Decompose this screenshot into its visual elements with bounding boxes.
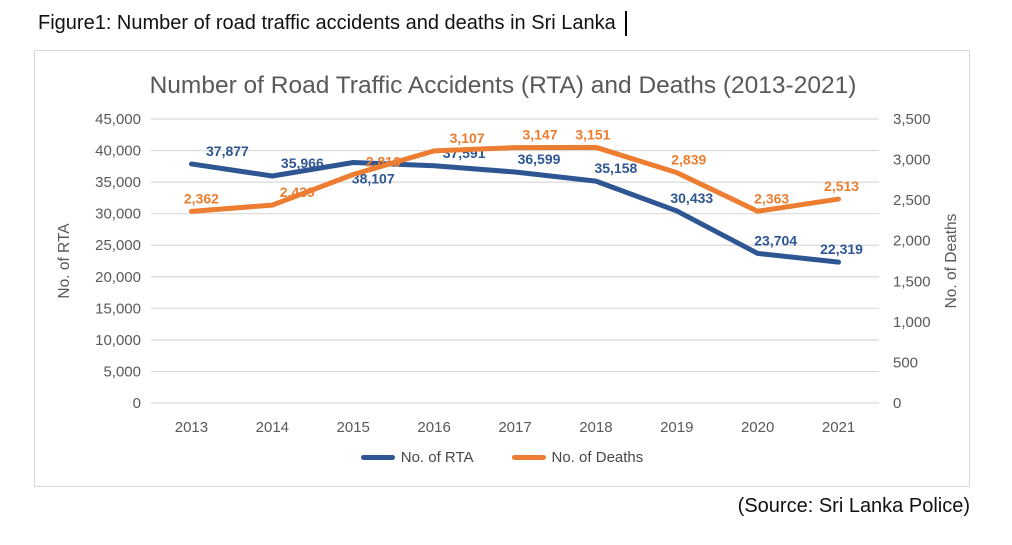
data-label: 3,107 bbox=[449, 129, 485, 146]
svg-text:10,000: 10,000 bbox=[95, 331, 141, 349]
figure-caption[interactable] bbox=[38, 11, 627, 36]
data-label: 2,363 bbox=[754, 190, 790, 207]
data-label: 36,599 bbox=[517, 151, 561, 168]
svg-text:20,000: 20,000 bbox=[95, 268, 141, 286]
data-label: 35,158 bbox=[594, 160, 638, 177]
svg-text:5,000: 5,000 bbox=[103, 363, 141, 381]
svg-text:2018: 2018 bbox=[579, 419, 613, 436]
svg-text:2021: 2021 bbox=[821, 419, 856, 436]
svg-text:3,500: 3,500 bbox=[893, 111, 931, 128]
svg-text:2020: 2020 bbox=[740, 419, 775, 436]
svg-text:35,000: 35,000 bbox=[95, 174, 141, 192]
legend-swatch-deaths bbox=[512, 455, 546, 460]
data-label: 37,877 bbox=[206, 142, 249, 159]
data-label: 3,151 bbox=[575, 126, 611, 143]
data-label: 2,513 bbox=[824, 178, 860, 195]
text-cursor bbox=[625, 11, 627, 36]
legend-swatch-rta bbox=[361, 455, 395, 460]
svg-text:30,000: 30,000 bbox=[95, 205, 141, 223]
legend-label-deaths: No. of Deaths bbox=[551, 449, 644, 466]
svg-text:1,500: 1,500 bbox=[893, 273, 931, 291]
svg-text:45,000: 45,000 bbox=[95, 111, 141, 128]
left-axis-ticks bbox=[95, 111, 141, 412]
data-label: 2,362 bbox=[183, 190, 219, 207]
data-label: 2,439 bbox=[279, 184, 315, 201]
legend-item-rta bbox=[361, 449, 474, 466]
right-axis-ticks bbox=[893, 111, 931, 412]
svg-text:15,000: 15,000 bbox=[95, 300, 141, 318]
right-axis-title: No. of Deaths bbox=[943, 213, 960, 309]
svg-text:1,000: 1,000 bbox=[893, 313, 931, 331]
svg-text:500: 500 bbox=[893, 354, 919, 372]
svg-text:0: 0 bbox=[893, 395, 902, 412]
svg-text:0: 0 bbox=[132, 395, 141, 412]
data-label: 3,147 bbox=[522, 126, 558, 143]
figure-caption-text: Figure1: Number of road traffic accidents and deaths in Sri Lanka bbox=[38, 12, 616, 34]
svg-text:2,000: 2,000 bbox=[893, 232, 931, 250]
svg-text:2014: 2014 bbox=[255, 419, 290, 436]
embedded-chart[interactable] bbox=[34, 50, 970, 487]
svg-text:2015: 2015 bbox=[336, 419, 370, 436]
svg-text:2,500: 2,500 bbox=[893, 192, 931, 210]
data-label: 2,816 bbox=[365, 153, 401, 170]
svg-text:2016: 2016 bbox=[417, 419, 451, 436]
gridlines bbox=[151, 119, 879, 403]
data-label: 35,966 bbox=[280, 155, 324, 172]
svg-text:3,000: 3,000 bbox=[893, 151, 931, 169]
data-label: 22,319 bbox=[820, 241, 863, 258]
x-axis-labels bbox=[175, 419, 855, 436]
svg-text:25,000: 25,000 bbox=[95, 237, 141, 255]
data-label: 2,839 bbox=[671, 151, 707, 168]
svg-text:40,000: 40,000 bbox=[95, 142, 141, 160]
line-chart bbox=[35, 51, 971, 488]
series-line-no-of-rta bbox=[191, 163, 838, 263]
data-label: 37,591 bbox=[442, 144, 486, 161]
data-label: 30,433 bbox=[670, 189, 714, 206]
svg-text:2019: 2019 bbox=[660, 419, 694, 436]
data-label: 38,107 bbox=[351, 170, 395, 187]
legend-label-rta: No. of RTA bbox=[400, 449, 474, 466]
chart-legend bbox=[35, 449, 969, 466]
chart-title: Number of Road Traffic Accidents (RTA) and Deaths (2013-2021) bbox=[149, 72, 857, 99]
chart-title-group bbox=[150, 72, 857, 99]
svg-text:2017: 2017 bbox=[498, 419, 532, 436]
data-label: 23,704 bbox=[754, 232, 798, 249]
svg-text:2013: 2013 bbox=[174, 419, 209, 436]
left-axis-title: No. of RTA bbox=[56, 223, 73, 299]
legend-item-deaths bbox=[512, 449, 644, 466]
source-note: (Source: Sri Lanka Police) bbox=[737, 495, 970, 517]
